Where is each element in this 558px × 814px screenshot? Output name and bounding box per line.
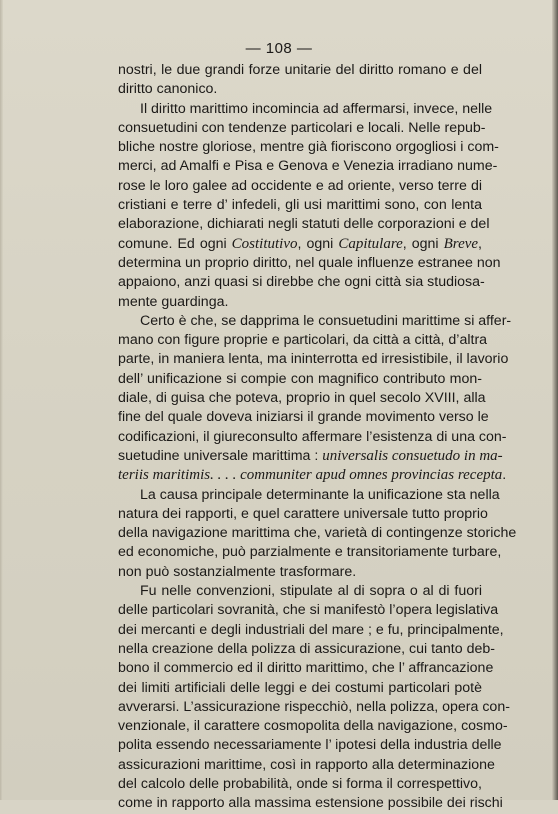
text-span: comune. Ed ogni [118, 235, 232, 252]
text-line: avverarsi. L’assicurazione rispecchiò, nella polizza, opera con- [118, 698, 510, 715]
text-span: suetudine universale marittima : [118, 447, 323, 464]
text-line [118, 235, 482, 254]
text-span: , ogni [297, 235, 339, 252]
text-line: non può sostanzialmente trasformare. [118, 563, 357, 580]
text-line: consuetudini con tendenze particolari e locali. Nelle repub- [118, 119, 486, 136]
text-line: bliche nostre gloriose, mentre già fioriscono orgogliosi i com- [118, 139, 499, 156]
page-right-edge-shadow [552, 0, 558, 800]
text-line: natura dei rapporti, e quel carattere universale tutto proprio [118, 505, 488, 522]
text-span: , ogni [402, 235, 444, 252]
text-line [118, 466, 507, 485]
text-line: Certo è che, se dapprima le consuetudini marittime si affer- [140, 312, 512, 329]
text-line: Il diritto marittimo incomincia ad affermarsi, invece, nelle [140, 100, 493, 117]
text-line [118, 447, 503, 466]
page-left-edge [0, 0, 3, 800]
italic-text-span: universalis consuetudo in ma- [322, 447, 503, 464]
text-line: della navigazione marittima che, varietà di contingenze storiche [118, 525, 517, 542]
text-line: del calcolo delle probabilità, onde si forma il correspettivo, [118, 775, 482, 792]
text-line: elaborazione, dichiarati negli statuti delle corporazioni e del [118, 216, 490, 233]
text-line: determina un proprio diritto, nel quale influenze estranee non [118, 254, 501, 271]
text-line: venzionale, il carattere cosmopolita della navigazione, cosmo- [118, 718, 508, 735]
text-line: bono il commercio ed il diritto marittimo, che l’ affrancazione [118, 660, 494, 677]
text-line: nella creazione della polizza di assicurazione, cui tanto deb- [118, 640, 495, 657]
italic-text-span: teriis maritimis. . . . communiter apud omnes provincias recepta [118, 467, 503, 484]
italic-text-span: Costitutivo [231, 235, 298, 252]
text-line: cristiani e terre d’ infedeli, gli usi marittimi sono, con lenta [118, 197, 482, 214]
text-span: . [502, 467, 507, 484]
text-line: mente guardinga. [118, 293, 229, 310]
text-span: , [478, 235, 482, 252]
text-line: assicurazioni marittime, così in rapporto alla determinazione [118, 756, 495, 773]
text-line: ed economiche, può parzialmente e transitoriamente turbare, [118, 544, 502, 561]
text-line: parte, in maniera lenta, ma ininterrotta ed irresistibile, il lavorio [118, 351, 509, 368]
text-line: nostri, le due grandi forze unitarie del diritto romano e del [118, 62, 482, 78]
text-line: Fu nelle convenzioni, stipulate al di sopra o al di fuori [140, 583, 482, 600]
text-line: dell’ unificazione si compie con magnifico contributo mon- [118, 370, 482, 387]
text-line: diritto canonico. [118, 81, 218, 98]
text-line: diale, di guisa che poteva, proprio in quel secolo XVIII, alla [118, 390, 486, 407]
text-line: fine del quale doveva iniziarsi il grande movimento verso le [118, 409, 489, 426]
text-line: delle particolari sovranità, che si manifestò l’opera legislativa [118, 602, 499, 619]
text-line: dei limiti artificiali delle leggi e dei costumi particolari potè [118, 679, 482, 696]
text-line: dei mercanti e degli industriali del mare ; e fu, principalmente, [118, 621, 504, 638]
page-number: — 108 — [245, 40, 313, 57]
text-line: appaiono, anzi quasi si direbbe che ogni città sia studiosa- [118, 274, 485, 291]
text-line: merci, ad Amalfi e Pisa e Genova e Venezia irradiano nume- [118, 158, 498, 175]
text-line: come in rapporto alla massima estensione possibile dei rischi [118, 795, 503, 812]
text-line: mano con figure proprie e particolari, da città a città, d’altra [118, 332, 488, 349]
text-line: polita essendo necessariamente l’ ipotesi della industria delle [118, 737, 502, 754]
body-text [118, 61, 517, 814]
italic-text-span: Breve [443, 235, 479, 252]
text-line: codificazioni, il giureconsulto affermare l’esistenza di una con- [118, 428, 507, 445]
italic-text-span: Capitulare [338, 235, 403, 252]
text-line: rose le loro galee ad occidente e ad oriente, verso terre di [118, 177, 482, 194]
text-line: La causa principale determinante la unificazione sta nella [140, 486, 500, 503]
